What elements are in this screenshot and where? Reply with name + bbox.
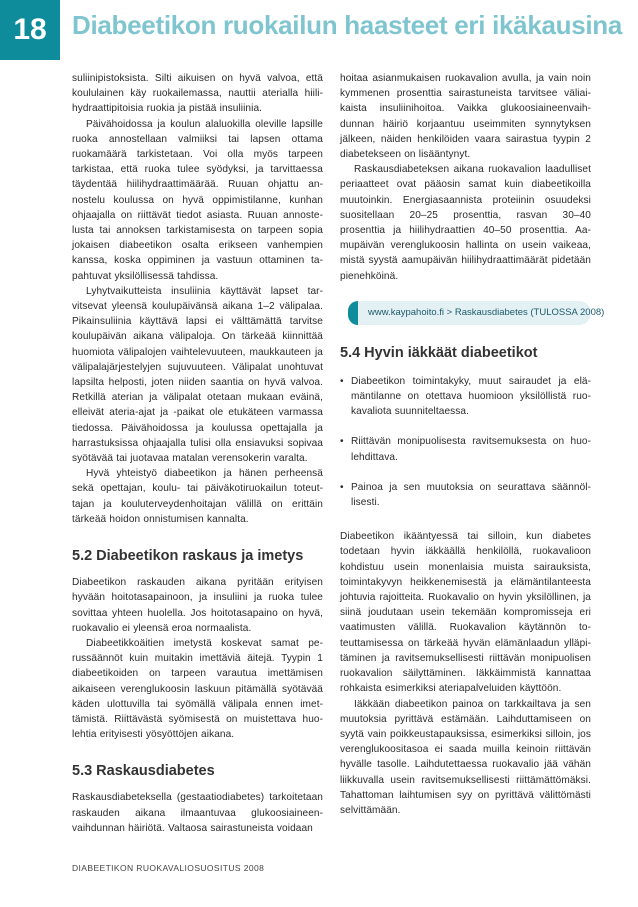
reference-link[interactable]: www.kaypahoito.fi > Raskausdiabetes (TULOSSA 2008)	[368, 307, 605, 319]
bullet-text: Riittävän monipuolisesta ravitsemuksesta on huolehdittava.	[351, 436, 591, 463]
page-footer: DIABEETIKON RUOKAVALIOSUOSITUS 2008	[72, 863, 265, 873]
bullet-text: Diabeetikon toimintakyky, muut sairaudet ja elämäntilanne on otettava huomioon yksilöllistä ruokavaliota suunniteltaessa.	[351, 375, 591, 418]
body-paragraph: hoitaa asianmukaisen ruokavalion avulla, ja vain noin kymmenen prosenttia sairastuneista tarvitsee väliaikaista insuliinihoitoa. Vaikka glukoosiaineenvaihdunnan häiriö korjaantuu useimmiten synnytyksen jälkeen, näiden henkilöiden vaara sairastua tyypin 2 diabetekseen on lisääntynyt.	[340, 73, 591, 161]
body-paragraph: Diabeetikkoäitien imetystä koskevat samat perussäännöt kuin muitakin imettäviä äitejä. Tyypin 1 diabeetikoiden on tarpeen varautua imettämisen aikaiseen verenglukoosin laskuun pitämällä syötävää käden ulottuvilla tai syömällä välipala ennen imettämistä. Riittävästä syömisestä on muistettava huolehtia erityisesti yösyöttöjen aikana.	[72, 637, 323, 741]
chapter-title: Diabeetikon ruokailun haasteet eri ikäkausina	[72, 10, 623, 40]
left-column	[72, 71, 323, 836]
bullet-list	[340, 374, 591, 510]
list-item	[340, 374, 591, 420]
page-header	[0, 0, 638, 60]
bullet-icon: •	[340, 436, 344, 448]
body-paragraph: Raskausdiabeteksen aikana ruokavalion laadulliset periaatteet ovat pääosin samat kuin diabeetikoilla muutoinkin. Energiasaannista proteiinin osuudeksi suositellaan 20–25 prosenttia, rasvan 30–40 prosenttia ja hiilihydraattien 40–50 prosenttia. Aamupäivän verenglukoosin hallinta on usein vaikeaa, mistä syystä aamupäivän hiilihydraattimäärät pidetään pienehköinä.	[340, 164, 591, 282]
link-accent-bar	[348, 301, 358, 325]
bullet-icon: •	[340, 481, 344, 493]
section-heading-5-4: 5.4 Hyvin iäkkäät diabeetikot	[340, 344, 538, 361]
reference-link-box[interactable]	[348, 301, 605, 325]
bullet-text: Painoa ja sen muutoksia on seurattava säännöllisesti.	[351, 481, 591, 509]
list-item	[340, 434, 591, 464]
body-paragraph: Diabeetikon raskauden aikana pyritään erityisen hyvään hoitotasapainoon, ja insuliini ja ruoka tulee sovittaa yhteen huolella. Jos hoitotasapaino on hyvä, ruokavalio ei yleensä eroa normaalista.	[72, 577, 323, 634]
body-paragraph: Hyvä yhteistyö diabeetikon ja hänen perheensä sekä opettajan, koulu- tai päiväkotiruokailun toteuttajan ja kouluterveydenhoitajan välillä on erittäin tärkeää hoidon onnistumisen kannalta.	[72, 468, 323, 525]
body-paragraph: Päivähoidossa ja koulun alaluokilla oleville lapsille ruoka annostellaan valmiiksi tai lapsen ottama ruokamäärä tarkistetaan. Voi olla myös tarpeen tarkistaa, että ruoka tulee syödyksi, ja tarvittaessa täydentää hiilihydraattimäärää. Ruuan ohjattu annostelu koulussa on hyvä oppimistilanne, kunhan ohjaajalla on riittävät tiedot asiasta. Ruuan annostelusta tai annoksen tarkistamisesta on tarpeen sopia jokaisen diabeetikon osalta erikseen vanhempien kanssa, koska oppiminen ja vastuun ottaminen tapahtuvat yksilöllisessä tahdissa.	[72, 118, 323, 282]
right-column	[340, 71, 605, 818]
body-paragraph: Raskausdiabeteksella (gestaatiodiabetes) tarkoitetaan raskauden aikana ilmaantuvaa glukoosiaineenvaihdunnan häiriötä. Valtaosa sairastuneista voidaan	[72, 792, 323, 834]
section-heading-5-3: 5.3 Raskausdiabetes	[72, 763, 215, 780]
list-item	[340, 480, 591, 510]
body-paragraph: Lyhytvaikutteista insuliinia käyttävät lapset tarvitsevat yleensä koulupäivänsä aikana 1–2 välipalaa. Pikainsuliinia käyttävä lapsi ei välttämättä tarvitse koulupäivän aikana välipaloja. On tärkeää kiinnittää huomiota välipalojen vaihtelevuuteen, maukkauteen ja välipalajärjestelyjen sujuvuuteen. Välipalat unohtuvat lapsilta helposti, joten niiden saantia on hyvä valvoa. Retkillä aterian ja välipalat otetaan mukaan eväinä, elleivät ateria-ajat ja -paikat ole etukäteen varmassa tiedossa. Päivähoidossa ja koulussa opettajalla ja harrastuksissa ohjaajalla tulisi olla ensiavuksi sopivaa syötävää tai juotavaa matalan verensokerin varalta.	[72, 285, 323, 465]
section-heading-5-2: 5.2 Diabeetikon raskaus ja imetys	[72, 548, 304, 565]
body-paragraph: suliinipistoksista. Silti aikuisen on hyvä valvoa, että koululainen käy ruokailemassa, nauttii aterialla hiilihydraattipitoisia ruokia ja pistää insuliinia.	[72, 73, 323, 115]
body-paragraph: Iäkkään diabeetikon painoa on tarkkailtava ja sen muutoksia pyrittävä estämään. Laihduttamiseen on syytä vain poikkeustapauksissa, esimerkiksi silloin, jos verenglukoositasoa ei saada muilla keinoin riittävän hyvälle tasolle. Laihdutettaessa ruokavalio jää vähän liikkuvalla usein ravitsemuksellisesti riittämättömäksi. Tahattoman laihtumisen syy on pyrittävä välittömästi selvittämään.	[340, 698, 591, 816]
bullet-icon: •	[340, 375, 344, 387]
page-number: 18	[0, 0, 60, 60]
body-paragraph: Diabeetikon ikääntyessä tai silloin, kun diabetes todetaan hyvin iäkkäällä henkilöllä, ruokavalioon kohdistuu usein monenlaisia muista sairauksista, toimintakyvyn heikkenemisestä ja elämäntilanteesta johtuvia rajoitteita. Ruokavalio on hyvin yksilöllinen, ja siinä joudutaan usein tekemään kompromisseja eri vaatimusten välillä. Ruokavalion käytännön toteuttamisessa on tärkeää hyvän elämänlaadun ylläpitäminen ja ravitsemuksellisesti riittävän monipuolisen ruokavalion säilyttäminen. Iäkkäimmistä kannattaa rohkaista esimerkiksi ateriapalveluiden käyttöön.	[340, 531, 591, 695]
